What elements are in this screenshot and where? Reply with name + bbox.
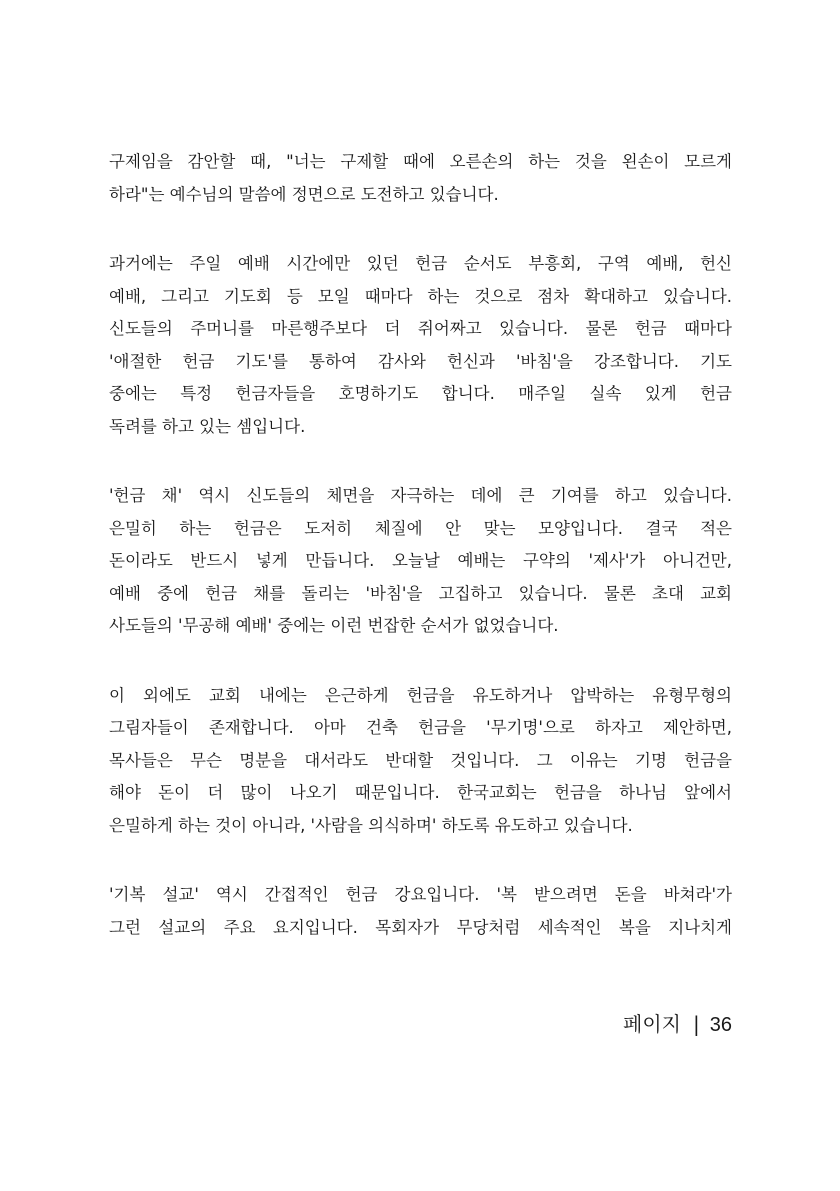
- text-line: 신도들의 주머니를 마른행주보다 더 쥐어짜고 있습니다. 물론 헌금 때마다: [109, 319, 732, 338]
- text-line: '애절한 헌금 기도'를 통하여 감사와 헌신과 '바침'을 강조합니다. 기도: [109, 351, 732, 371]
- page-label: 페이지: [623, 1012, 681, 1036]
- text-line: 과거에는 주일 예배 시간에만 있던 헌금 순서도 부흥회, 구역 예배, 헌신: [109, 254, 732, 273]
- body-text: [109, 146, 732, 981]
- text-line: 해야 돈이 더 많이 나오기 때문입니다. 한국교회는 헌금을 하나님 앞에서: [109, 783, 732, 802]
- text-line: 예배 중에 헌금 채를 돌리는 '바침'을 고집하고 있습니다. 물론 초대 교회: [109, 583, 732, 603]
- text-line: 그런 설교의 주요 요지입니다. 목회자가 무당처럼 세속적인 복을 지나치게: [109, 917, 732, 937]
- paragraph-4: [109, 680, 732, 843]
- text-line: '기복 설교' 역시 간접적인 헌금 강요입니다. '복 받으려면 돈을 바쳐라'가: [109, 885, 732, 904]
- text-line: '헌금 채' 역시 신도들의 체면을 자극하는 데에 큰 기여를 하고 있습니다.: [109, 486, 732, 505]
- text-line: 예배, 그리고 기도회 등 모일 때마다 하는 것으로 점차 확대하고 있습니다.: [109, 286, 732, 306]
- text-line: 이 외에도 교회 내에는 은근하게 헌금을 유도하거나 압박하는 유형무형의: [109, 685, 732, 705]
- paragraph-3: [109, 480, 732, 643]
- paragraph-5: [109, 879, 732, 944]
- text-line: 은밀히 하는 헌금은 도저히 체질에 안 맞는 모양입니다. 결국 적은: [109, 518, 732, 538]
- text-line: 은밀하게 하는 것이 아니라, '사람을 의식하며' 하도록 유도하고 있습니다.: [109, 815, 633, 835]
- text-line: 사도들의 '무공해 예배' 중에는 이런 번잡한 순서가 없었습니다.: [109, 616, 559, 635]
- text-line: 독려를 하고 있는 셈입니다.: [109, 416, 306, 436]
- paragraph-2: [109, 248, 732, 443]
- text-line: 하라"는 예수님의 말씀에 정면으로 도전하고 있습니다.: [109, 184, 499, 204]
- text-line: 그림자들이 존재합니다. 아마 건축 헌금을 '무기명'으로 하자고 제안하면,: [109, 718, 732, 737]
- paragraph-1: [109, 146, 732, 211]
- text-line: 중에는 특정 헌금자들을 호명하기도 합니다. 매주일 실속 있게 헌금: [109, 384, 732, 403]
- page-footer: [560, 1008, 732, 1041]
- text-line: 목사들은 무슨 명분을 대서라도 반대할 것입니다. 그 이유는 기명 헌금을: [109, 750, 732, 770]
- text-line: 구제임을 감안할 때, "너는 구제할 때에 오른손의 하는 것을 왼손이 모르게: [109, 152, 732, 171]
- footer-separator: |: [693, 1012, 700, 1036]
- text-line: 돈이라도 반드시 넣게 만듭니다. 오늘날 예배는 구약의 '제사'가 아니건만,: [109, 551, 732, 570]
- page-number: 36: [709, 1014, 732, 1036]
